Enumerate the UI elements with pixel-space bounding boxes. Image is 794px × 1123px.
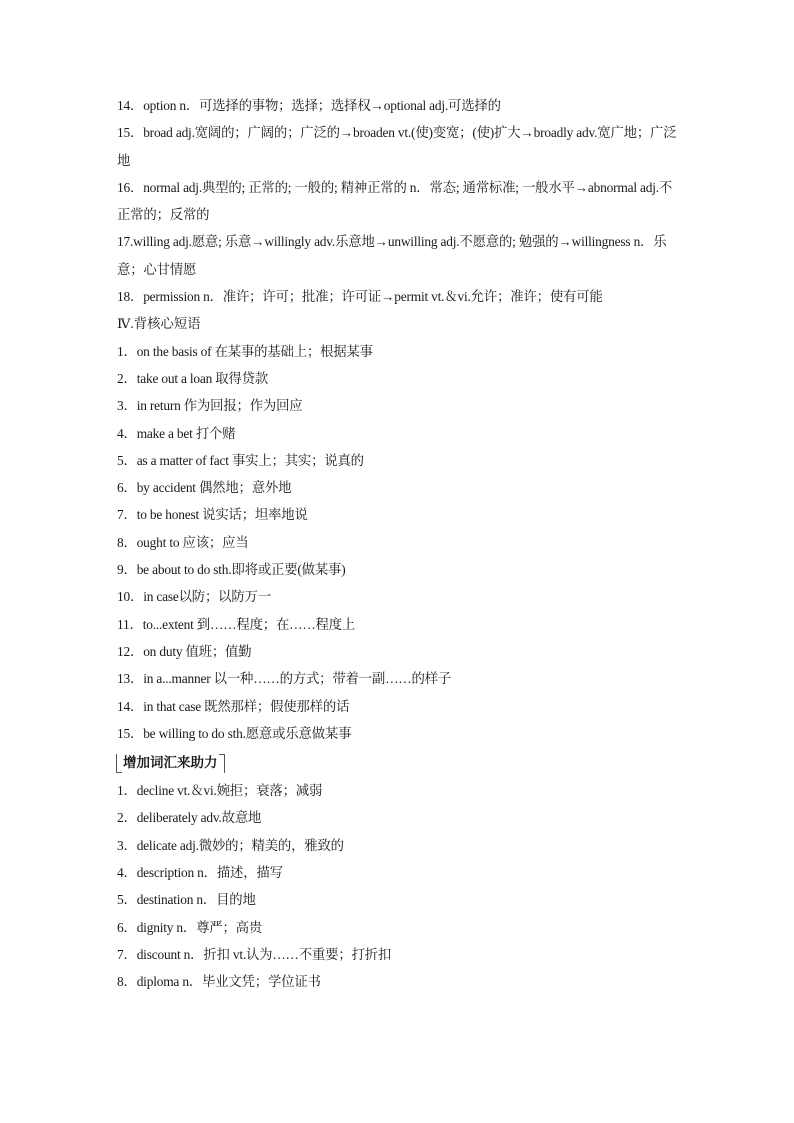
entry-text: in return 作为回报；作为回应 xyxy=(136,398,303,414)
extra-vocab-list xyxy=(117,777,677,995)
entry-text: description n．描述，描写 xyxy=(136,865,283,881)
vocab-entry-16 xyxy=(117,174,677,229)
phrase-entry xyxy=(117,392,677,419)
entry-text: in that case 既然那样；假使那样的话 xyxy=(143,698,350,714)
phrase-entry xyxy=(117,611,677,638)
entry-number: 4． xyxy=(117,865,137,881)
phrase-entry xyxy=(117,338,677,365)
vocab-entry-15 xyxy=(117,119,677,174)
entry-text: willing adj.愿意; 乐意→willingly adv.乐意地→unwilling adj.不愿意的; 勉强的→willingness n．乐意；心甘情愿 xyxy=(117,234,667,277)
entry-text: destination n．目的地 xyxy=(136,892,256,908)
entry-number: 14． xyxy=(117,98,144,113)
entry-text: option n．可选择的事物；选择；选择权→optional adj.可选择的 xyxy=(143,98,501,113)
extra-vocab-entry xyxy=(117,968,677,995)
entry-text: by accident 偶然地；意外地 xyxy=(136,480,292,496)
entry-number: 3． xyxy=(117,398,137,414)
entry-number: 1． xyxy=(117,343,137,359)
entry-number: 12． xyxy=(117,643,144,659)
entry-number: 8． xyxy=(117,974,137,990)
entry-number: 15． xyxy=(117,725,144,741)
entry-number: 15． xyxy=(117,125,144,141)
entry-text: decline vt.＆vi.婉拒；衰落；减弱 xyxy=(136,783,323,799)
phrase-entry xyxy=(117,501,677,528)
entry-text: on the basis of 在某事的基础上；根据某事 xyxy=(136,343,373,359)
section-heading: Ⅳ.背核心短语 xyxy=(117,316,201,332)
entry-number: 2． xyxy=(117,810,137,826)
entry-number: 17. xyxy=(117,234,134,250)
entry-number: 6． xyxy=(117,919,137,935)
entry-number: 1． xyxy=(117,783,137,799)
vocab-list-part1 xyxy=(117,92,677,310)
entry-number: 16． xyxy=(117,179,144,195)
extra-vocab-entry xyxy=(117,832,677,859)
entry-number: 10． xyxy=(117,589,144,605)
entry-text: in a...manner 以一种……的方式；带着一副……的样子 xyxy=(143,671,452,687)
document-content xyxy=(117,92,677,996)
entry-text: discount n．折扣 vt.认为……不重要；打折扣 xyxy=(136,946,392,962)
extra-vocab-tag-row xyxy=(117,747,677,777)
entry-number: 14． xyxy=(117,698,144,714)
vocab-entry-18 xyxy=(117,283,677,310)
phrase-entry xyxy=(117,556,677,583)
entry-text: to...extent 到……程度；在……程度上 xyxy=(142,616,356,632)
entry-text: take out a loan 取得贷款 xyxy=(136,370,269,386)
extra-vocab-tag: 增加词汇来助力 xyxy=(117,753,224,773)
entry-number: 9． xyxy=(117,562,137,578)
extra-vocab-entry xyxy=(117,777,677,804)
phrase-entry xyxy=(117,665,677,692)
extra-vocab-entry xyxy=(117,804,677,831)
phrase-entry xyxy=(117,720,677,747)
entry-text: normal adj.典型的; 正常的; 一般的; 精神正常的 n．常态; 通常标准; 一般水平→abnormal adj.不正常的；反常的 xyxy=(117,179,673,223)
entry-number: 18． xyxy=(117,289,144,305)
extra-vocab-entry xyxy=(117,859,677,886)
entry-text: make a bet 打个赌 xyxy=(136,425,236,441)
phrase-entry xyxy=(117,365,677,392)
vocab-entry-17 xyxy=(117,228,677,283)
entry-number: 5． xyxy=(117,892,137,908)
extra-vocab-entry xyxy=(117,914,677,941)
entry-text: deliberately adv.故意地 xyxy=(136,810,262,826)
entry-text: as a matter of fact 事实上；其实；说真的 xyxy=(136,452,364,468)
phrase-list xyxy=(117,338,677,747)
entry-text: in case以防；以防万一 xyxy=(143,589,271,605)
phrase-entry xyxy=(117,420,677,447)
phrase-entry xyxy=(117,638,677,665)
entry-text: be willing to do sth.愿意或乐意做某事 xyxy=(143,725,352,741)
entry-text: ought to 应该；应当 xyxy=(136,534,249,550)
entry-text: delicate adj.微妙的；精美的，雅致的 xyxy=(136,837,344,853)
entry-text: diploma n．毕业文凭；学位证书 xyxy=(136,974,321,990)
phrase-entry xyxy=(117,447,677,474)
entry-text: on duty 值班；值勤 xyxy=(143,643,252,659)
extra-vocab-entry xyxy=(117,886,677,913)
entry-number: 11． xyxy=(117,616,143,632)
phrase-entry xyxy=(117,529,677,556)
entry-text: dignity n．尊严；高贵 xyxy=(136,919,263,935)
entry-number: 5． xyxy=(117,452,137,468)
entry-text: broad adj.宽阔的；广阔的；广泛的→broaden vt.(使)变宽；(使)扩大→broadly adv.宽广地；广泛地 xyxy=(117,125,677,168)
entry-text: be about to do sth.即将或正要(做某事) xyxy=(136,562,346,578)
phrase-entry xyxy=(117,693,677,720)
entry-number: 4． xyxy=(117,425,137,441)
entry-number: 8． xyxy=(117,534,137,550)
phrase-entry xyxy=(117,583,677,610)
entry-number: 6． xyxy=(117,480,137,496)
phrase-entry xyxy=(117,474,677,501)
entry-number: 3． xyxy=(117,837,137,853)
vocab-entry-14 xyxy=(117,92,677,119)
entry-text: to be honest 说实话；坦率地说 xyxy=(136,507,308,523)
entry-number: 2． xyxy=(117,370,137,386)
entry-number: 7． xyxy=(117,946,137,962)
entry-text: permission n．准许；许可；批准；许可证→permit vt.＆vi.允许；准许；使有可能 xyxy=(143,289,603,305)
entry-number: 7． xyxy=(117,507,137,523)
entry-number: 13． xyxy=(117,671,144,687)
extra-vocab-entry xyxy=(117,941,677,968)
